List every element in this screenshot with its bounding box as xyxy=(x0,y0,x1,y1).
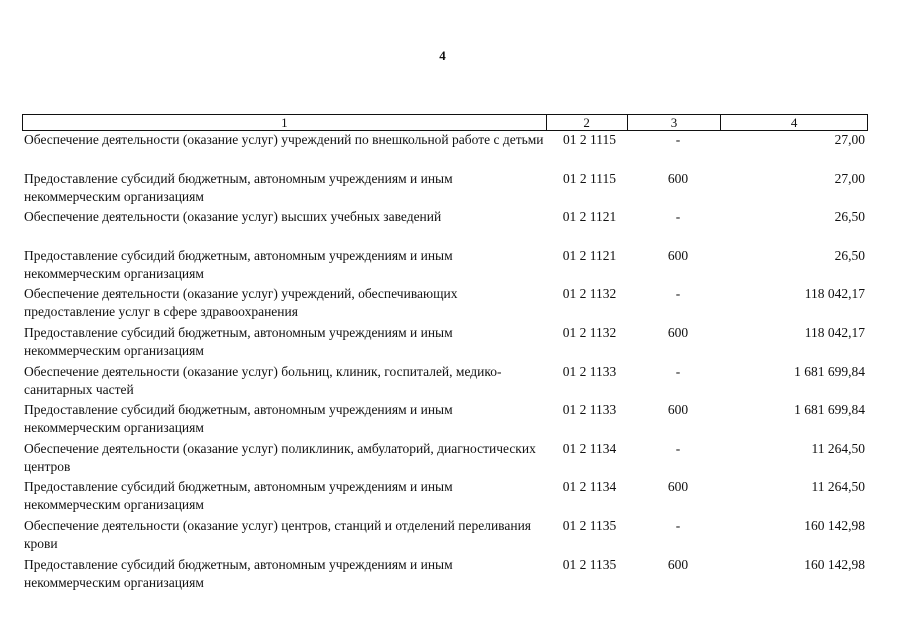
row-description: Обеспечение деятельности (оказание услуг) высших учебных заведений xyxy=(24,209,442,225)
row-description: Предоставление субсидий бюджетным, автономным учреждениям и иным некоммерческим организациям xyxy=(24,324,453,358)
table-row xyxy=(22,363,868,402)
table-row xyxy=(22,285,868,324)
row-expense-type: - xyxy=(675,440,681,456)
table-body xyxy=(22,131,868,594)
row-code: 01 2 1132 xyxy=(562,324,617,340)
row-amount: 27,00 xyxy=(834,170,865,186)
table-row xyxy=(22,324,868,363)
table-row xyxy=(22,401,868,440)
row-amount: 26,50 xyxy=(834,209,865,225)
row-description: Обеспечение деятельности (оказание услуг) учреждений, обеспечивающих предоставление услуг в сфере здравоохранения xyxy=(24,286,458,320)
row-amount: 118 042,17 xyxy=(804,286,865,302)
table-header-row xyxy=(22,114,868,131)
row-code: 01 2 1133 xyxy=(562,402,617,418)
table-row xyxy=(22,247,868,286)
row-description: Обеспечение деятельности (оказание услуг) учреждений по внешкольной работе с детьми xyxy=(24,132,544,147)
row-description: Предоставление субсидий бюджетным, автономным учреждениям и иным некоммерческим организациям xyxy=(24,247,453,281)
row-description: Предоставление субсидий бюджетным, автономным учреждениям и иным некоммерческим организациям xyxy=(24,170,453,204)
row-description: Обеспечение деятельности (оказание услуг) больниц, клиник, госпиталей, медико-санитарных частей xyxy=(24,363,502,397)
row-code: 01 2 1133 xyxy=(562,363,617,379)
row-expense-type: 600 xyxy=(667,324,689,340)
row-expense-type: - xyxy=(675,517,681,533)
row-amount: 1 681 699,84 xyxy=(794,363,865,379)
row-description: Предоставление субсидий бюджетным, автономным учреждениям и иным некоммерческим организациям xyxy=(24,556,453,590)
header-col-2: 2 xyxy=(547,115,628,130)
table-row xyxy=(22,556,868,595)
row-code: 01 2 1132 xyxy=(562,286,617,302)
row-amount: 160 142,98 xyxy=(804,556,865,572)
row-amount: 27,00 xyxy=(834,132,865,147)
row-code: 01 2 1135 xyxy=(562,556,617,572)
row-description: Предоставление субсидий бюджетным, автономным учреждениям и иным некоммерческим организациям xyxy=(24,402,453,436)
row-amount: 118 042,17 xyxy=(804,324,865,340)
row-code: 01 2 1121 xyxy=(562,247,617,263)
row-expense-type: - xyxy=(675,132,681,147)
row-code: 01 2 1115 xyxy=(563,170,616,186)
row-description: Предоставление субсидий бюджетным, автономным учреждениям и иным некоммерческим организациям xyxy=(24,479,453,513)
table-row xyxy=(22,517,868,556)
table-row xyxy=(22,440,868,479)
row-expense-type: - xyxy=(675,209,681,225)
row-code: 01 2 1134 xyxy=(562,440,617,456)
row-expense-type: 600 xyxy=(667,479,689,495)
row-expense-type: 600 xyxy=(667,402,689,418)
row-code: 01 2 1121 xyxy=(562,209,617,225)
budget-table xyxy=(22,114,868,594)
row-amount: 26,50 xyxy=(834,247,865,263)
row-expense-type: 600 xyxy=(667,556,689,572)
header-col-4: 4 xyxy=(790,114,798,130)
table-row xyxy=(22,131,868,170)
row-code: 01 2 1134 xyxy=(562,479,617,495)
table-row xyxy=(22,170,868,209)
row-expense-type: 600 xyxy=(667,247,689,263)
row-description: Обеспечение деятельности (оказание услуг) центров, станций и отделений переливания крови xyxy=(24,517,532,551)
table-row xyxy=(22,208,868,247)
row-amount: 11 264,50 xyxy=(811,479,865,495)
row-code: 01 2 1135 xyxy=(562,517,617,533)
row-expense-type: - xyxy=(675,286,681,302)
row-amount: 160 142,98 xyxy=(804,517,865,533)
row-amount: 11 264,50 xyxy=(811,440,865,456)
row-expense-type: 600 xyxy=(667,170,689,186)
row-expense-type: - xyxy=(675,363,681,379)
row-description: Обеспечение деятельности (оказание услуг) поликлиник, амбулаторий, диагностических центров xyxy=(24,440,536,474)
header-col-1: 1 xyxy=(23,115,547,130)
header-col-3: 3 xyxy=(628,115,722,130)
row-amount: 1 681 699,84 xyxy=(794,402,865,418)
page-number: 4 xyxy=(439,48,446,63)
row-code: 01 2 1115 xyxy=(563,132,616,147)
table-row xyxy=(22,478,868,517)
